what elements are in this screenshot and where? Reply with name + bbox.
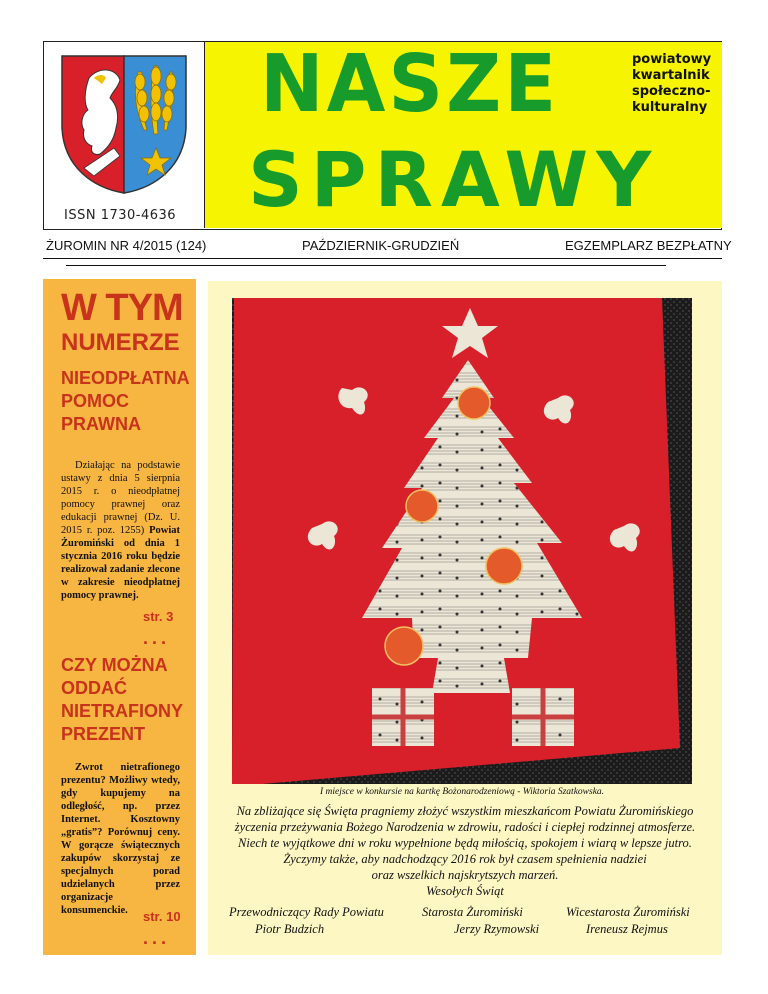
masthead-tagline: [632, 52, 722, 116]
divider-bottom: [66, 265, 666, 266]
article-page-link[interactable]: str. 3: [143, 609, 174, 624]
masthead: [43, 36, 722, 230]
divider-top: [43, 258, 722, 259]
photo-caption: I miejsce w konkursie na kartkę Bożonarodzeniową - Wiktoria Szatkowska.: [319, 787, 605, 797]
greeting-line: życzenia przeżywania Bożego Narodzenia w zdrowiu, radości i ciepłej rodzinnej atmosferze.: [234, 820, 696, 834]
heading-line: PRAWNA: [61, 414, 141, 434]
signature-vice-starosta: [566, 904, 690, 938]
crest-area: [44, 42, 204, 228]
issue-price: EGZEMPLARZ BEZPŁATNY: [565, 238, 732, 253]
heading-line: CZY MOŻNA: [61, 655, 168, 675]
signature-name: Ireneusz Rejmus: [586, 922, 668, 936]
masthead-title-line1: NASZE: [260, 36, 560, 131]
coat-of-arms-icon: [54, 48, 194, 200]
signature-role: Wicestarosta Żuromiński: [566, 905, 690, 919]
article-separator: ...: [143, 928, 171, 948]
article-heading[interactable]: [61, 367, 191, 436]
issue-number: ŻUROMIN NR 4/2015 (124): [46, 238, 207, 253]
summary-text: Działając na podstawie ustawy z dnia 5 sierpnia 2015 r. o nieodpłatnej pomocy prawnej oraz edukacji prawnej (Dz. U. 2015 r. poz. 1255): [61, 460, 180, 536]
christmas-greeting: [218, 803, 712, 899]
greeting-line: Niech te wyjątkowe dni w roku wypełnione będą miłością, spokojem i wiarą w lepsze jutro.: [238, 836, 692, 850]
heading-line: ODDAĆ: [61, 678, 127, 698]
tagline-line: społeczno-: [632, 84, 711, 99]
tagline-line: kwartalnik: [632, 68, 710, 83]
greeting-line: Na zbliżające się Święta pragniemy złożyć wszystkim mieszkańcom Powiatu Żuromińskiego: [236, 804, 694, 818]
greeting-line: oraz wszelkich najskrytszych marzeń.: [371, 868, 559, 882]
signature-council-chair: [229, 904, 384, 938]
christmas-card-photo: [232, 298, 692, 784]
article-summary: [61, 459, 180, 602]
article-page-link[interactable]: str. 10: [143, 909, 181, 924]
article-heading[interactable]: [61, 654, 191, 746]
issn-label: ISSN 1730-4636: [64, 208, 177, 223]
sidebar-in-this-issue: [43, 279, 196, 955]
article-summary: [61, 761, 180, 917]
signature-name: Jerzy Rzymowski: [454, 922, 540, 936]
heading-line: NIEODPŁATNA: [61, 368, 190, 388]
greeting-line: Wesołych Świąt: [426, 884, 504, 898]
tagline-line: kulturalny: [632, 100, 708, 115]
greeting-line: Życzymy także, aby nadchodzący 2016 rok był czasem spełnienia nadziei: [283, 852, 647, 866]
signature-role: Starosta Żuromiński: [422, 905, 523, 919]
heading-line: PREZENT: [61, 724, 146, 744]
article-separator: ...: [143, 628, 171, 648]
signature-starosta: [422, 904, 539, 938]
signature-role: Przewodniczący Rady Powiatu: [229, 905, 384, 919]
heading-line: POMOC: [61, 391, 130, 411]
masthead-title-area: [204, 36, 722, 228]
summary-bold-text: Powiat Żuromiński od dnia 1 stycznia 2016 roku będzie realizował zadanie zlecone w zakresie nieodpłatnej pomocy prawnej.: [61, 525, 180, 601]
summary-bold-text: Zwrot nietrafionego prezentu? Możliwy wtedy, gdy kupujemy na odległość, np. przez Internet. Kosztowny „gratis”? Porównuj ceny. W gorącze świątecznych zakupów skorzystaj ze specjalnych porad udzielanych przez organizacje konsumenckie.: [61, 762, 180, 916]
signature-name: Piotr Budzich: [255, 922, 325, 936]
sidebar-subtitle: NUMERZE: [61, 329, 180, 356]
masthead-title-line2: SPRAWY: [248, 135, 660, 224]
tagline-line: powiatowy: [632, 52, 712, 67]
heading-line: NIETRAFIONY: [61, 701, 184, 721]
sidebar-title: W TYM: [61, 287, 183, 329]
issue-period: PAŹDZIERNIK-GRUDZIEŃ: [302, 238, 460, 253]
